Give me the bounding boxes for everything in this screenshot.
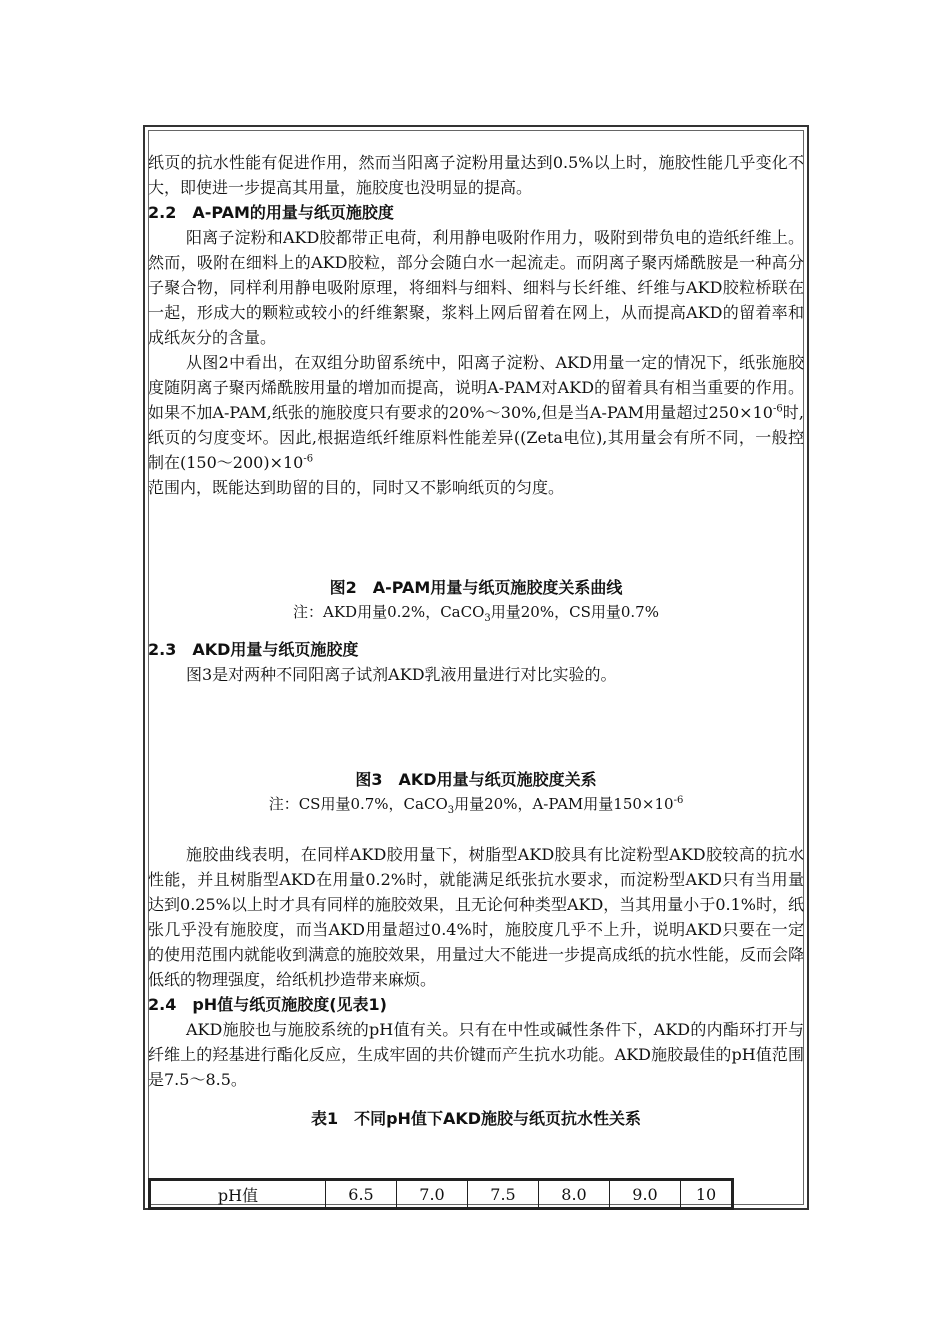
ph-table bbox=[148, 1178, 734, 1210]
section-heading-2-4: 2.4 pH值与纸页施胶度(见表1) bbox=[148, 995, 387, 1014]
table-cell: 6.5 bbox=[326, 1180, 397, 1209]
paragraph-2-3-b: 施胶曲线表明，在同样AKD胶用量下，树脂型AKD胶具有比淀粉型AKD胶较高的抗水性能，并且树脂型AKD在用量0.2%时，就能满足纸张抗水要求，而淀粉型AKD只有当用量达到0.25%以上时才具有同样的施胶效果，且无论何种类型AKD，当其用量小于0.1%时，纸张几乎没有施胶度，而当AKD用量超过0.4%时，施胶度几乎不上升，说明AKD只要在一定的使用范围内就能收到满意的施胶效果，用量过大不能进一步提高成纸的抗水性能，反而会降低纸的物理强度，给纸机抄造带来麻烦。 bbox=[148, 845, 805, 989]
table-cell: 7.5 bbox=[468, 1180, 539, 1209]
figure-2-note: 注：AKD用量0.2%，CaCO$_3$用量20%，CS用量0.7% bbox=[293, 603, 659, 624]
table-cell: 7.0 bbox=[397, 1180, 468, 1209]
paragraph-top: 纸页的抗水性能有促进作用，然而当阳离子淀粉用量达到0.5%以上时，施胶性能几乎变化不大，即使进一步提高其用量，施胶度也没明显的提高。 bbox=[148, 153, 804, 197]
document-body bbox=[148, 150, 804, 1131]
paragraph-2-3: 图3是对两种不同阳离子试剂AKD乳液用量进行对比实验的。 bbox=[186, 665, 617, 684]
figure-3-caption: 图3 AKD用量与纸页施胶度关系 bbox=[355, 770, 597, 789]
table-cell: 9.0 bbox=[610, 1180, 681, 1209]
figure-3-note: 注：CS用量0.7%，CaCO$_3$用量20%，A-PAM用量$150\times 10^{-6}$ bbox=[268, 795, 684, 816]
figure-3-placeholder bbox=[148, 687, 804, 767]
table-cell: 8.0 bbox=[539, 1180, 610, 1209]
table-row bbox=[150, 1180, 733, 1209]
table-header-cell: pH值 bbox=[150, 1180, 326, 1209]
section-heading-2-3: 2.3 AKD用量与纸页施胶度 bbox=[148, 640, 359, 659]
table-1-caption: 表1 不同pH值下AKD施胶与纸页抗水性关系 bbox=[310, 1109, 642, 1128]
paragraph-2-4: AKD施胶也与施胶系统的pH值有关。只有在中性或碱性条件下，AKD的内酯环打开与纤维上的羟基进行酯化反应，生成牢固的共价键而产生抗水功能。AKD施胶最佳的pH值范围是7.5～8.5。 bbox=[148, 1020, 804, 1089]
paragraph-2-2-a: 阳离子淀粉和AKD胶都带正电荷，利用静电吸附作用力，吸附到带负电的造纸纤维上。然而，吸附在细料上的AKD胶粒，部分会随白水一起流走。而阴离子聚丙烯酰胺是一种高分子聚合物，同样利用静电吸附原理，将细料与细料、细料与长纤维、纤维与AKD胶粒桥联在一起，形成大的颗粒或较小的纤维絮聚，浆料上网后留着在网上，从而提高AKD的留着率和成纸灰分的含量。 bbox=[148, 228, 804, 347]
section-heading-2-2: 2.2 A-PAM的用量与纸页施胶度 bbox=[148, 203, 394, 222]
figure-2-placeholder bbox=[148, 500, 804, 575]
figure-2-caption: 图2 A-PAM用量与纸页施胶度关系曲线 bbox=[329, 578, 623, 597]
paragraph-2-2-b: 从图2中看出，在双组分助留系统中，阳离子淀粉、AKD用量一定的情况下，纸张施胶度随阴离子聚丙烯酰胺用量的增加而提高，说明A-PAM对AKD的留着具有相当重要的作用。如果不加A-PAM,纸张的施胶度只有要求的20%～30%,但是当A-PAM用量超过$250\times 10^{-6}$时,纸页的匀度变坏。因此,根据造纸纤维原料性能差异((Zeta电位),其用量会有所不同，一般控制在$(150\sim 200)\times 10^{-6}$ 范围内，既能达到助留的目的，同时又不影响纸页的匀度。 bbox=[148, 353, 804, 497]
table-cell: 10 bbox=[681, 1180, 733, 1209]
